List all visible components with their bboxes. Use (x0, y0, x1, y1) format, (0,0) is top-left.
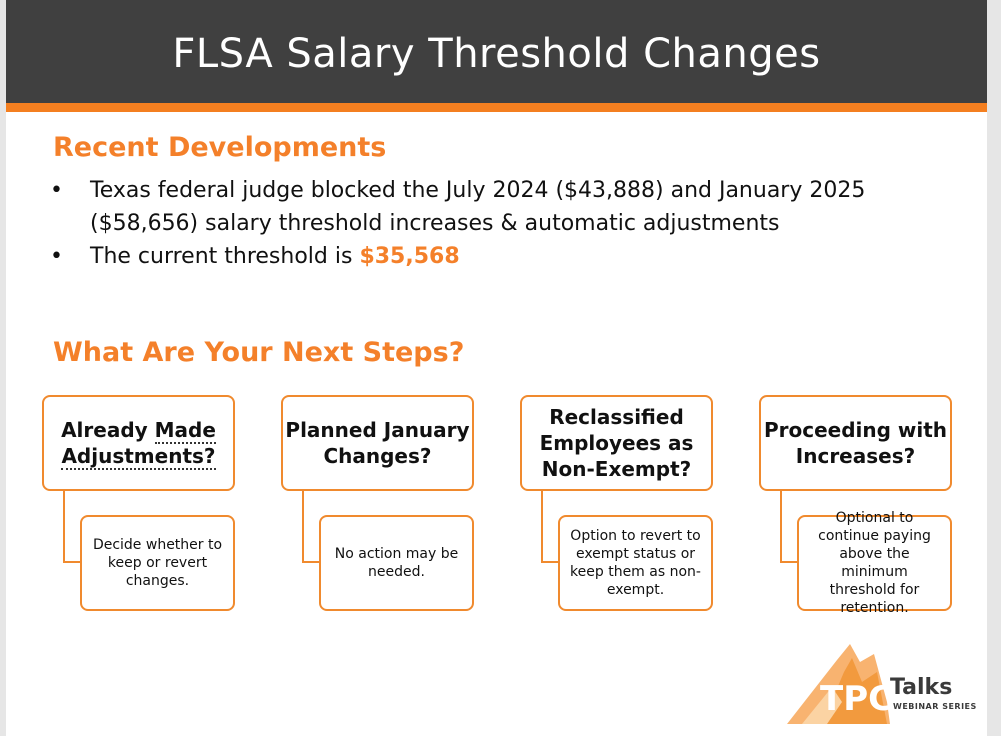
recent-developments-heading: Recent Developments (53, 132, 387, 163)
connector-line (302, 491, 304, 563)
connector-line (780, 561, 798, 563)
step-detail: No action may be needed. (319, 515, 474, 611)
connector-line (541, 561, 559, 563)
step-planned-january-changes: Planned January Changes? (281, 395, 474, 491)
step-already-made-adjustments (42, 395, 235, 491)
step-detail: Decide whether to keep or revert changes. (80, 515, 235, 611)
step-reclassified-employees: Reclassified Employees as Non-Exempt? (520, 395, 713, 491)
connector-line (302, 561, 320, 563)
connector-line (63, 491, 65, 563)
title-bar (6, 0, 987, 103)
logo-series-text: WEBINAR SERIES (893, 702, 977, 711)
bullet-item (50, 240, 870, 273)
slide (6, 0, 987, 736)
logo-talks-text: Talks (890, 675, 953, 700)
bullet-text: Texas federal judge blocked the July 2024 ($43,888) and January 2025 ($58,656) salary threshold increases & automatic adjustments (90, 178, 866, 236)
step-title-underlined: Made (154, 418, 216, 442)
connector-line (63, 561, 81, 563)
step-proceeding-with-increases: Proceeding with Increases? (759, 395, 952, 491)
bullet-text: The current threshold is (90, 244, 360, 269)
connector-line (780, 491, 782, 563)
slide-title: FLSA Salary Threshold Changes (172, 31, 821, 77)
current-threshold-value: $35,568 (359, 244, 460, 269)
step-title: Already (61, 418, 155, 442)
next-steps-heading: What Are Your Next Steps? (53, 337, 465, 368)
connector-line (541, 491, 543, 563)
title-divider (6, 103, 987, 112)
bullet-item (50, 174, 870, 240)
bullet-icon: • (50, 178, 63, 203)
step-detail: Option to revert to exempt status or keep them as non-exempt. (558, 515, 713, 611)
bullet-list (50, 174, 870, 273)
logo-brand-text: TPC (820, 679, 894, 719)
step-title-underlined: Adjustments? (61, 444, 216, 468)
bullet-icon: • (50, 244, 63, 269)
step-detail: Optional to continue paying above the minimum threshold for retention. (797, 515, 952, 611)
